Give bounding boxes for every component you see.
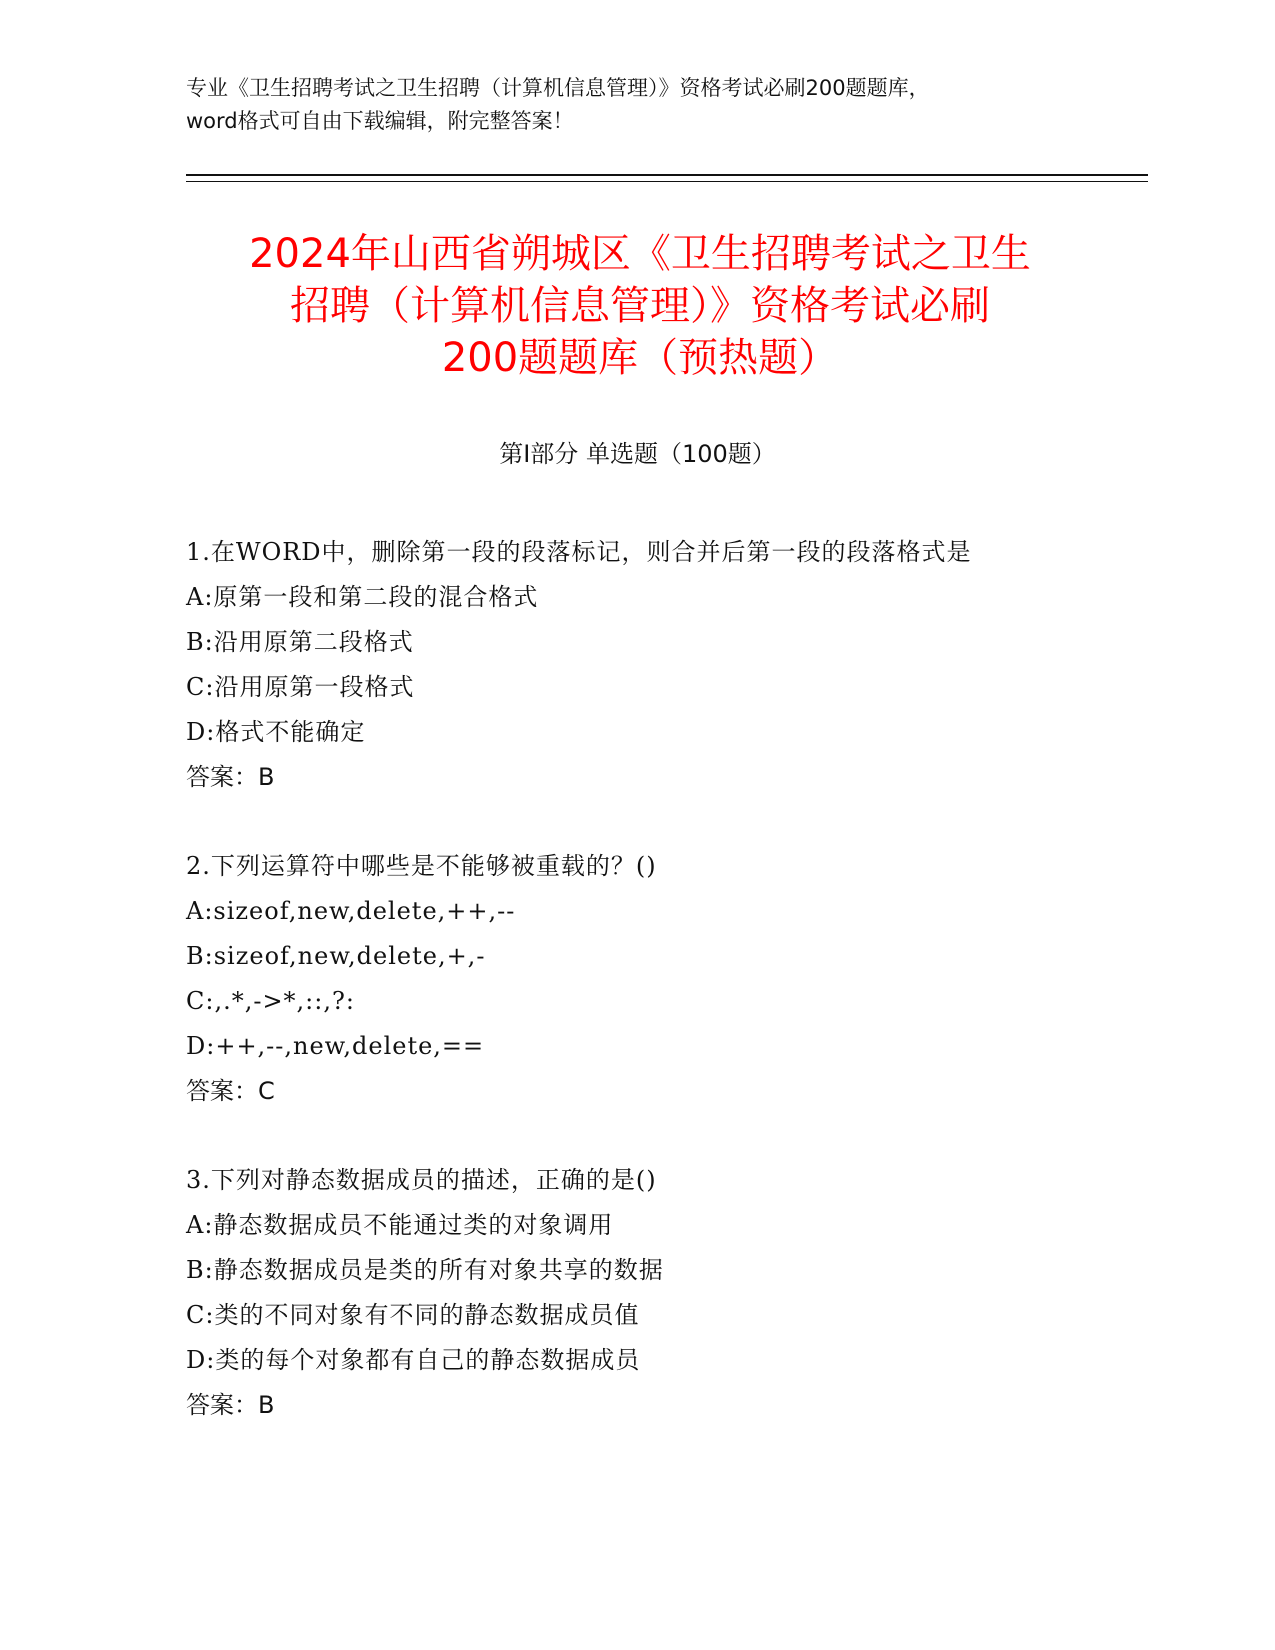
option-d: D:类的每个对象都有自己的静态数据成员 <box>186 1346 641 1374</box>
option-a: A:sizeof,new,delete,++,-- <box>186 897 516 925</box>
option-c: C:,.*,->*,::,?: <box>186 987 355 1015</box>
option-b: B:沿用原第二段格式 <box>186 628 414 656</box>
question-3 <box>186 1158 1146 1428</box>
question-1 <box>186 530 1146 800</box>
option-a: A:原第一段和第二段的混合格式 <box>186 583 539 611</box>
option-c: C:沿用原第一段格式 <box>186 673 415 701</box>
header-note-line-2: word格式可自由下载编辑，附完整答案！ <box>186 109 574 133</box>
question-2 <box>186 844 1146 1114</box>
option-b: B:静态数据成员是类的所有对象共享的数据 <box>186 1256 664 1284</box>
question-spacer <box>186 1114 1146 1158</box>
option-c: C:类的不同对象有不同的静态数据成员值 <box>186 1301 640 1329</box>
answer-label: 答案：B <box>186 763 275 791</box>
question-list <box>186 530 1146 1428</box>
question-text: 3.下列对静态数据成员的描述，正确的是() <box>186 1166 657 1194</box>
document-title-line-3: 200题题库（预热题） <box>441 335 839 381</box>
question-spacer <box>186 800 1146 844</box>
answer-label: 答案：B <box>186 1391 275 1419</box>
question-text: 1.在WORD中，删除第一段的段落标记，则合并后第一段的段落格式是 <box>186 538 972 566</box>
header-note-line-1: 专业《卫生招聘考试之卫生招聘（计算机信息管理）》资格考试必刷200题题库， <box>186 76 930 100</box>
header-note <box>186 72 1086 138</box>
header-divider-thick <box>186 174 1148 176</box>
option-b: B:sizeof,new,delete,+,- <box>186 942 486 970</box>
option-d: D:++,--,new,delete,== <box>186 1032 485 1060</box>
section-heading: 第Ⅰ部分 单选题（100题） <box>499 440 776 468</box>
document-title-line-2: 招聘（计算机信息管理）》资格考试必刷 <box>290 283 990 329</box>
answer-label: 答案：C <box>186 1077 275 1105</box>
document-title-line-1: 2024年山西省朔城区《卫生招聘考试之卫生 <box>249 231 1031 277</box>
document-title <box>150 228 1130 384</box>
question-text: 2.下列运算符中哪些是不能够被重载的？() <box>186 852 657 880</box>
header-divider-thin <box>186 181 1148 182</box>
option-d: D:格式不能确定 <box>186 718 366 746</box>
option-a: A:静态数据成员不能通过类的对象调用 <box>186 1211 614 1239</box>
